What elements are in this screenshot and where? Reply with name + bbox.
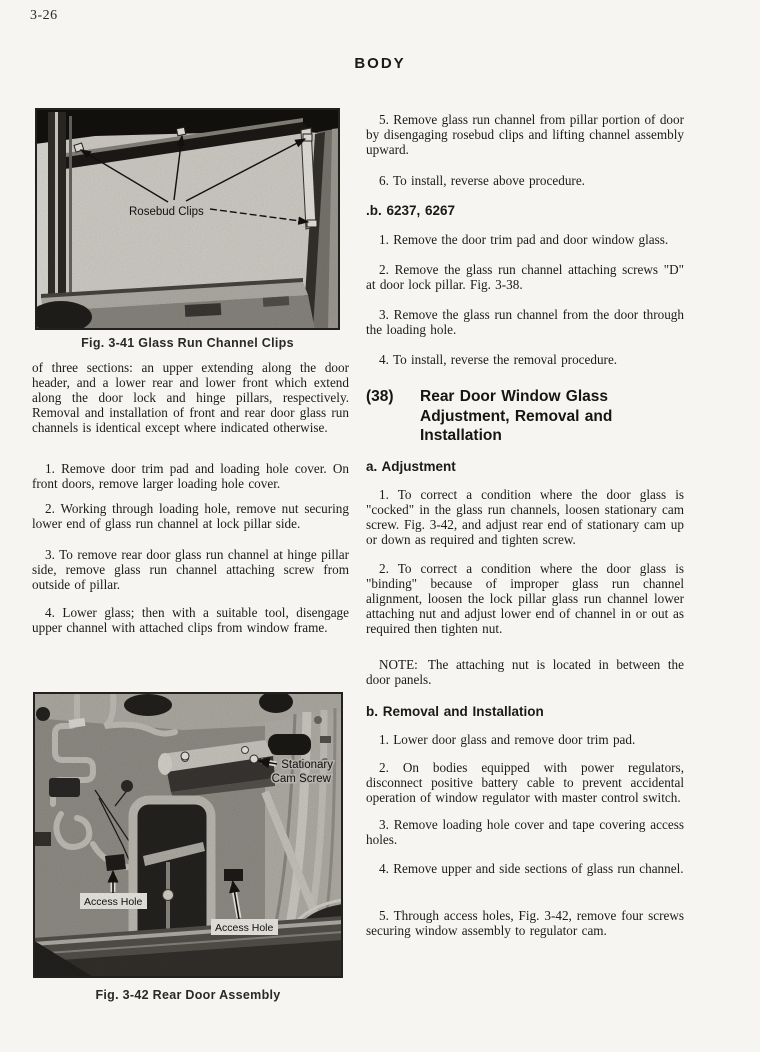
access-hole-left-callout: Access Hole bbox=[84, 896, 143, 908]
subsection-heading-removal: b. Removal and Installation bbox=[366, 703, 544, 719]
numbered-step: 3. To remove rear door glass run channel at hinge pillar side, remove glass run channel attaching screw from outside of pillar. bbox=[32, 547, 349, 592]
rear-door-assembly-illustration bbox=[33, 692, 343, 978]
figure-3-41-caption: Fig. 3-41 Glass Run Channel Clips bbox=[81, 336, 294, 350]
figure-3-42-caption: Fig. 3-42 Rear Door Assembly bbox=[95, 988, 281, 1002]
access-hole-right-callout: Access Hole bbox=[215, 922, 274, 934]
numbered-step: 1. Lower door glass and remove door trim pad. bbox=[379, 731, 636, 747]
numbered-step: 4. To install, reverse the removal procedure. bbox=[379, 352, 618, 367]
figure-3-42-photo bbox=[33, 692, 343, 978]
numbered-step: 6. To install, reverse above procedure. bbox=[379, 173, 585, 188]
stationary-cam-screw-callout-line2: Cam Screw bbox=[271, 773, 331, 785]
subsection-heading-adjustment: a. Adjustment bbox=[366, 458, 456, 474]
section-number: (38) bbox=[366, 388, 394, 405]
numbered-step: 2. On bodies equipped with power regulators, disconnect positive battery cable to prevent accidental operation of window regulator with master control switch. bbox=[366, 759, 684, 805]
numbered-step: 1. Remove the door trim pad and door window glass. bbox=[379, 232, 669, 247]
numbered-step: 2. Remove the glass run channel attaching screws "D" at door lock pillar. Fig. 3-38. bbox=[366, 262, 684, 292]
numbered-step: 3. Remove the glass run channel from the door through the loading hole. bbox=[366, 307, 684, 337]
section-title: Rear Door Window Glass Adjustment, Removal and Installation bbox=[420, 388, 613, 444]
right-column bbox=[366, 106, 684, 953]
figure-3-41-photo bbox=[35, 108, 340, 330]
page-number: 3-26 bbox=[30, 8, 58, 23]
note-label: NOTE: bbox=[379, 656, 418, 672]
subsection-heading-models: .b. 6237, 6267 bbox=[366, 203, 456, 218]
glass-run-channel-clips-illustration bbox=[35, 108, 340, 330]
note-paragraph bbox=[366, 657, 684, 687]
numbered-step: 2. Working through loading hole, remove nut securing lower end of glass run channel at lock pillar side. bbox=[32, 501, 349, 531]
numbered-step: 2. To correct a condition where the door glass is "binding" because of improper glass run channel alignment, loosen the lock pillar glass run channel lower attaching nut and adjust lower end of channel in or out as required then tighten nut. bbox=[366, 560, 684, 636]
numbered-step: 3. Remove loading hole cover and tape covering access holes. bbox=[366, 816, 684, 847]
rosebud-clips-callout: Rosebud Clips bbox=[129, 206, 204, 218]
left-column bbox=[32, 360, 349, 650]
section-heading-38 bbox=[366, 387, 684, 446]
page-title: BODY bbox=[354, 55, 406, 72]
numbered-step: 5. Through access holes, Fig. 3-42, remove four screws securing window assembly to regulator cam. bbox=[366, 907, 684, 938]
stationary-cam-screw-callout-line1: Stationary bbox=[281, 759, 333, 771]
numbered-step: 1. Remove door trim pad and loading hole cover. On front doors, remove larger loading hole cover. bbox=[32, 461, 349, 491]
numbered-step: 4. Lower glass; then with a suitable tool, disengage upper channel with attached clips from window frame. bbox=[32, 605, 349, 635]
note-text: The attaching nut is located in between the door panels. bbox=[366, 656, 684, 687]
numbered-step: 4. Remove upper and side sections of glass run channel. bbox=[379, 860, 684, 876]
numbered-step: 5. Remove glass run channel from pillar portion of door by disengaging rosebud clips and lifting channel assembly upward. bbox=[366, 112, 684, 157]
paragraph-continuation: of three sections: an upper extending along the door header, and a lower rear and lower front which extend along the door lock and hinge pillars, respectively. Removal and installation of front and rear door glass run channels is identical except where indicated otherwise. bbox=[32, 360, 349, 435]
numbered-step: 1. To correct a condition where the door glass is "cocked" in the glass run channels, loosen stationary cam screw. Fig. 3-42, and adjust rear end of stationary cam up or down as required and tighten screw. bbox=[366, 486, 684, 547]
